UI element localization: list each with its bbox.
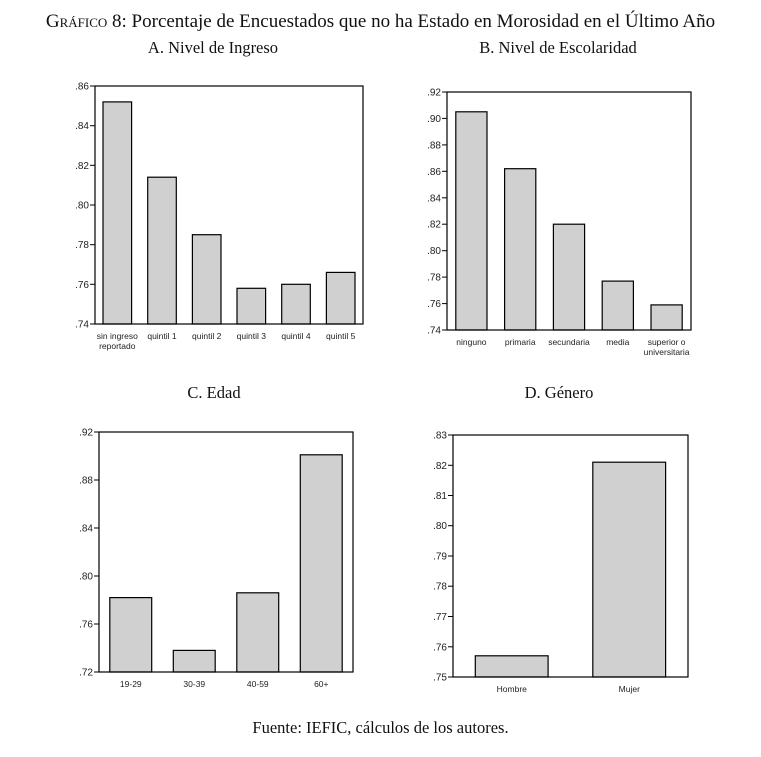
x-tick-label-b-1: primaria: [504, 337, 536, 347]
x-tick-label-c-0: 19-29: [119, 679, 142, 689]
panel-c-title: C. Edad: [187, 383, 241, 402]
x-tick-label-a-4: quintil 4: [281, 331, 311, 341]
y-tick-label-b-8: .90: [427, 113, 441, 125]
y-tick-label-c-5: .92: [79, 427, 93, 439]
y-tick-label-d-4: .79: [433, 551, 447, 563]
x-tick-label-b-0: ninguno: [456, 337, 487, 347]
y-tick-label-b-0: .74: [427, 325, 441, 337]
x-tick-label-c-1: 30-39: [183, 679, 206, 689]
y-tick-label-b-9: .92: [427, 87, 441, 99]
y-tick-label-d-2: .77: [433, 612, 447, 623]
y-tick-label-d-1: .76: [433, 642, 447, 654]
y-tick-label-d-3: .78: [433, 581, 447, 593]
y-tick-label-c-4: .88: [79, 475, 93, 487]
y-tick-label-a-0: .74: [75, 319, 89, 331]
y-tick-label-a-4: .82: [75, 160, 89, 172]
y-tick-label-c-2: .80: [79, 571, 93, 583]
y-tick-label-a-3: .80: [75, 200, 89, 212]
y-tick-label-b-6: .86: [427, 166, 441, 178]
y-tick-label-b-2: .78: [427, 272, 441, 284]
y-tick-label-c-3: .84: [79, 523, 93, 535]
x-tick-label-d-0: Hombre: [496, 684, 527, 694]
y-tick-label-c-1: .76: [79, 619, 93, 631]
figure-footer-source: Fuente: IEFIC, cálculos de los autores.: [252, 718, 509, 737]
figure-title-prefix: Gráfico 8:: [45, 11, 127, 32]
bar-d-1: [593, 462, 666, 677]
y-tick-label-b-3: .80: [427, 246, 441, 258]
x-tick-label-c-3: 60+: [314, 679, 329, 689]
y-tick-label-d-8: .83: [433, 430, 447, 442]
x-tick-label-b-4: superior o universitaria: [643, 337, 690, 357]
x-tick-label-a-3: quintil 3: [236, 331, 266, 341]
y-tick-label-a-6: .86: [75, 81, 89, 93]
bar-d-0: [475, 656, 548, 677]
y-tick-label-a-2: .78: [75, 240, 89, 252]
x-tick-label-c-2: 40-59: [246, 679, 269, 689]
figure-title-text: Porcentaje de Encuestados que no ha Estado en Morosidad en el Último Año: [131, 11, 716, 32]
panel-b-title: B. Nivel de Escolaridad: [479, 38, 637, 57]
x-tick-label-b-2: secundaria: [548, 337, 590, 347]
y-tick-label-d-6: .81: [433, 491, 447, 502]
x-tick-label-a-1: quintil 1: [147, 331, 177, 341]
panel-a-title: A. Nivel de Ingreso: [147, 38, 279, 57]
y-tick-label-b-5: .84: [427, 193, 441, 205]
y-tick-label-a-1: .76: [75, 279, 89, 291]
x-tick-label-a-5: quintil 5: [326, 331, 356, 341]
y-tick-label-b-4: .82: [427, 219, 441, 231]
y-tick-label-c-0: .72: [79, 667, 93, 679]
y-tick-label-d-0: .75: [433, 672, 447, 684]
y-tick-label-d-5: .80: [433, 521, 447, 533]
y-tick-label-d-7: .82: [433, 460, 447, 472]
y-tick-label-b-1: .76: [427, 299, 441, 311]
x-tick-label-a-2: quintil 2: [192, 331, 222, 341]
x-tick-label-d-1: Mujer: [618, 684, 640, 694]
y-tick-label-a-5: .84: [75, 121, 89, 133]
y-tick-label-b-7: .88: [427, 140, 441, 152]
panel-d-title: D. Género: [524, 383, 594, 402]
x-tick-label-a-0: sin ingreso reportado: [96, 331, 138, 351]
x-tick-label-b-3: media: [606, 337, 630, 347]
